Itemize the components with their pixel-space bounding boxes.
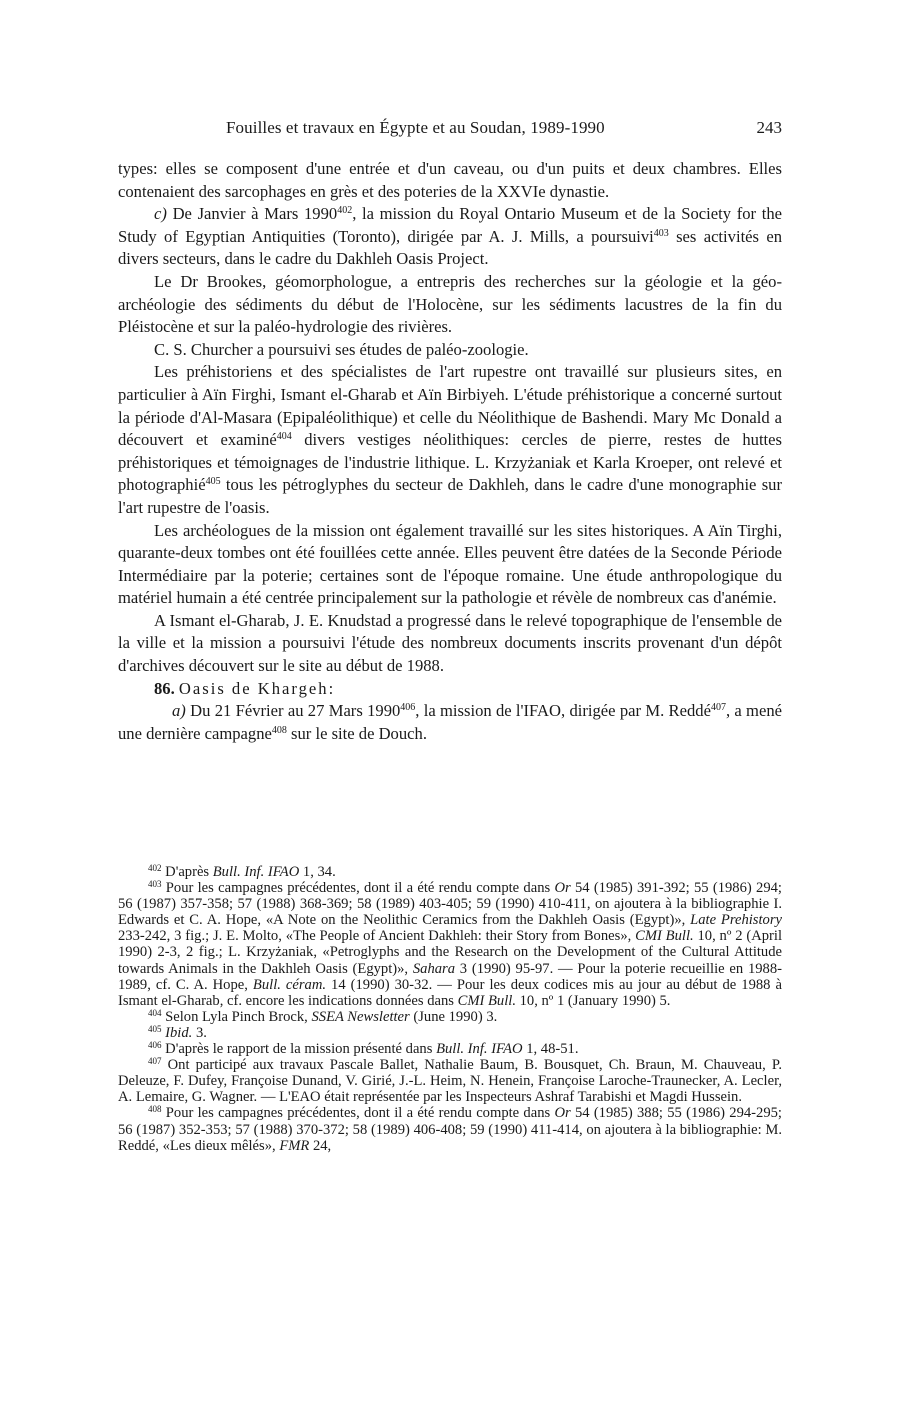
page-number: 243 [756, 118, 782, 137]
footnote-402: $^{402}$ D'après Bull. Inf. IFAO 1, 34. [148, 863, 336, 880]
footnote-404: $^{404}$ Selon Lyla Pinch Brock, SSEA Newsletter (June 1990) 3. [148, 1007, 498, 1025]
page-header [118, 118, 784, 140]
running-title: Fouilles et travaux en Égypte et au Soudan, 1989-1990 [226, 118, 605, 137]
paragraph-ifao-mission: a) Du 21 Février au 27 Mars 1990$^{406}$, la mission de l'IFAO, dirigée par M. Reddé$^{407}$, a mené une dernière campagne$^{408}$ sur le site de Douch. [118, 701, 782, 743]
section-title: Oasis de Khargeh: [178, 678, 336, 698]
footnote-ref-402[interactable]: 402 [337, 205, 353, 217]
footnote-405: $^{405}$ Ibid. 3. [148, 1023, 207, 1041]
footnote-403: $^{403}$ Pour les campagnes précédentes, dont il a été rendu compte dans Or 54 (1985) 391-392; 55 (1986) 294; 56 (1987) 357-358; 57 (1988) 368-369; 58 (1989) 403-405; 59 (1990) 410-411, on ajoutera à la bibliographie I. Edwards et C. A. Hope, «A Note on the Neolithic Ceramics from the Dakhleh Oasis (Egypt)», Late Prehistory 233-242, 3 fig.; J. E. Molto, «The People of Ancient Dakhleh: their Story from Bones», CMI Bull. 10, nº 2 (April 1990) 2-3, 2 fig.; L. Krzyżaniak, «Petroglyphs and the Research on the Development of the Cultural Attitude towards Animals in the Dakhleh Oasis (Egypt)», Sahara 3 (1990) 95-97. — Pour la poterie recueillie en 1988-1989, cf. C. A. Hope, Bull. céram. 14 (1990) 30-32. — Pour les deux codices mis au jour au début de 1988 à Ismant el-Gharab, cf. encore les indications données dans CMI Bull. 10, nº 1 (January 1990) 5. [118, 879, 783, 1009]
footnote-ref-407[interactable]: 407 [710, 702, 726, 714]
footnote-ref-406[interactable]: 406 [400, 702, 416, 714]
paragraph-ismant-el-gharab: A Ismant el-Gharab, J. E. Knudstad a progressé dans le relevé topographique de l'ensemble de la ville et la mission a poursuivi l'étude des nombreux documents inscrits provenant d'un dépôt d'archives découvert sur le site au début de 1988. [118, 610, 782, 676]
footnotes [118, 864, 782, 1154]
footnote-407: $^{407}$ Ont participé aux travaux Pascale Ballet, Nathalie Baum, B. Bousquet, Ch. Braun, M. Chauveau, P. Deleuze, F. Dufey, Françoise Dunand, V. Girié, J.-L. Heim, N. Henein, Françoise Laroche-Traunecker, A. Lecler, A. Lemaire, G. Wagner. — L'EAO était représentée par les Inspecteurs Ashraf Tarabishi et Magdi Hussein. [118, 1056, 782, 1106]
paragraph-prehistorians: Les préhistoriens et des spécialistes de l'art rupestre ont travaillé sur plusieurs sites, en particulier à Aïn Firghi, Ismant el-Gharab et Aïn Birbiyeh. L'étude préhistorique a concerné surtout la période d'Al-Masara (Epipaléolithique) et celle du Néolithique de Bashendi. Mary Mc Donald a découvert et examiné$^{404}$ divers vestiges néolithiques: cercles de pierre, restes de huttes préhistoriques et témoignages de l'industrie lithique. L. Krzyżaniak et Karla Kroeper, ont relevé et photographié$^{405}$ tous les pétroglyphes du secteur de Dakhleh, dans le cadre d'une monographie sur l'art rupestre de l'oasis. [118, 362, 782, 517]
paragraph-churcher: C. S. Churcher a poursuivi ses études de paléo-zoologie. [154, 339, 529, 359]
footnote-ref-403[interactable]: 403 [653, 227, 669, 239]
footnote-408: $^{408}$ Pour les campagnes précédentes, dont il a été rendu compte dans Or 54 (1985) 388; 55 (1986) 294-295; 56 (1987) 352-353; 57 (1988) 370-372; 58 (1989) 406-408; 59 (1990) 411-414, on ajoutera à la bibliographie: M. Reddé, «Les dieux mêlés», FMR 24, [118, 1104, 782, 1154]
footnote-ref-404[interactable]: 404 [276, 431, 292, 443]
paragraph-brookes: Le Dr Brookes, géomorphologue, a entrepris des recherches sur la géologie et la géo-archéologie des sédiments du début de l'Holocène, sur les sédiments lacustres de la fin du Pléistocène et sur la paléo-hydrologie des rivières. [118, 271, 782, 337]
paragraph-archaeologists: Les archéologues de la mission ont également travaillé sur les sites historiques. A Aïn Tirghi, quarante-deux tombes ont été fouillées cette année. Elles peuvent être datées de la Seconde Période Intermédiaire par la poterie; certaines sont de l'époque romaine. Une étude anthropologique du matériel humain a été centrée principalement sur la pathologie et révèle de nombreux cas d'anémie. [118, 520, 782, 608]
paragraph-tomb-types: types: elles se composent d'une entrée et d'un caveau, ou d'un puits et deux chambres. Elles contenaient des sarcophages en grès et des poteries de la XXVIe dynastie. [118, 159, 782, 201]
section-number: 86. [154, 678, 175, 698]
footnote-ref-405[interactable]: 405 [205, 476, 221, 488]
section-heading-khargeh [118, 678, 782, 701]
footnote-406: $^{406}$ D'après le rapport de la mission présenté dans Bull. Inf. IFAO 1, 48-51. [148, 1040, 579, 1058]
body-text [118, 158, 782, 745]
paragraph-royal-ontario-mission: c) De Janvier à Mars 1990$^{402}$, la mission du Royal Ontario Museum et de la Society for the Study of Egyptian Antiquities (Toronto), dirigée par A. J. Mills, a poursuivi$^{403}$ ses activités en divers secteurs, dans le cadre du Dakhleh Oasis Project. [118, 204, 782, 269]
footnote-ref-408[interactable]: 408 [271, 724, 287, 736]
